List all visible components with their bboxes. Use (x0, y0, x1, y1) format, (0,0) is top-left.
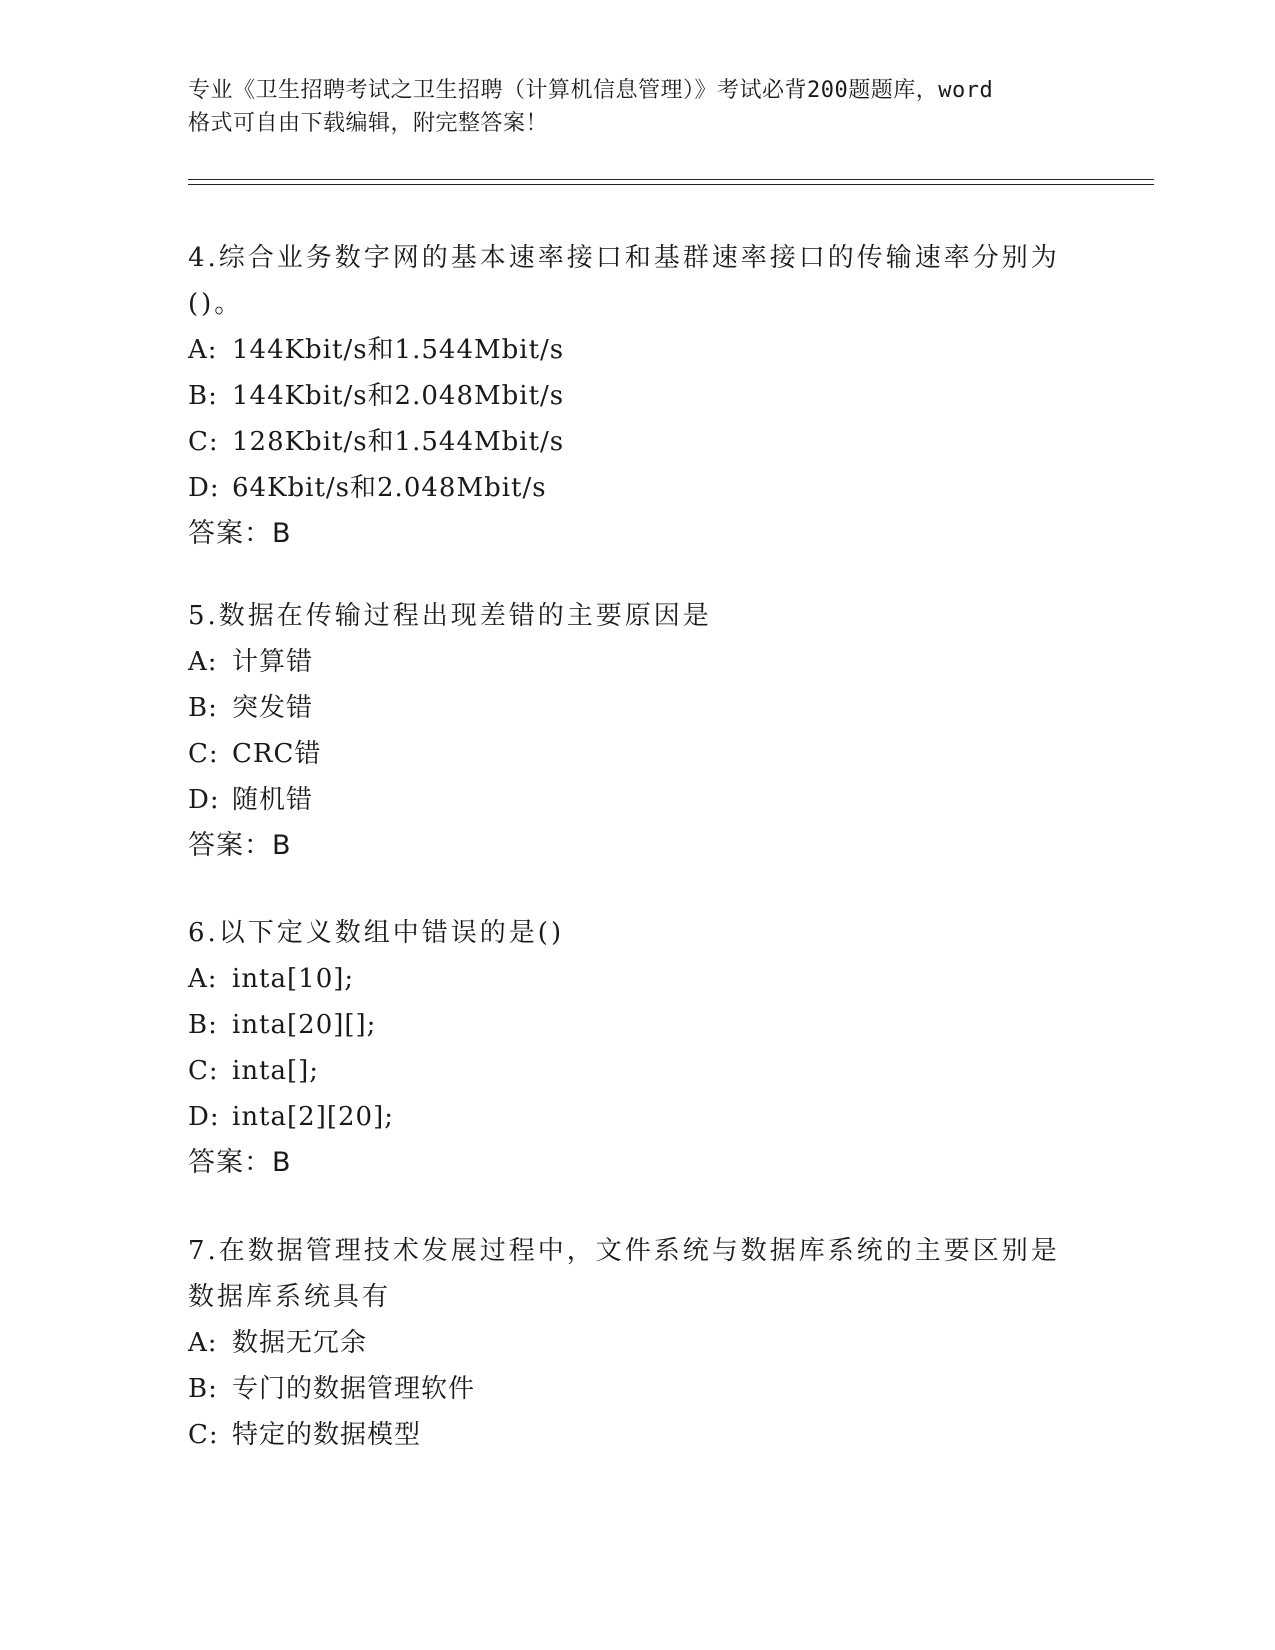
option-letter: C: (188, 1056, 219, 1086)
question-6 (188, 910, 1088, 1186)
header-divider-bottom (188, 184, 1154, 185)
option-letter: B: (188, 381, 218, 411)
option-b (188, 1366, 1088, 1412)
option-letter: D: (188, 1102, 220, 1132)
option-letter: C: (188, 427, 219, 457)
question-title-continued: ()。 (188, 289, 244, 319)
question-title: 6.以下定义数组中错误的是() (188, 918, 565, 948)
option-letter: A: (188, 335, 218, 365)
question-4 (188, 235, 1088, 557)
option-text: inta[]; (232, 1056, 320, 1086)
question-title: 7.在数据管理技术发展过程中，文件系统与数据库系统的主要区别是 (188, 1236, 1060, 1266)
option-a (188, 327, 1088, 373)
header-line-2: 格式可自由下载编辑，附完整答案！ (188, 111, 549, 136)
option-letter: A: (188, 647, 218, 677)
option-text: 特定的数据模型 (232, 1420, 422, 1450)
question-title: 4.综合业务数字网的基本速率接口和基群速率接口的传输速率分别为 (188, 243, 1060, 273)
option-text: 128Kbit/s和1.544Mbit/s (232, 427, 565, 457)
option-text: 144Kbit/s和1.544Mbit/s (232, 335, 565, 365)
answer-line: 答案：B (188, 830, 292, 861)
option-b (188, 373, 1088, 419)
option-letter: B: (188, 1374, 218, 1404)
option-text: 专门的数据管理软件 (232, 1374, 476, 1404)
option-text: 144Kbit/s和2.048Mbit/s (232, 381, 565, 411)
option-letter: C: (188, 1420, 219, 1450)
option-letter: B: (188, 693, 218, 723)
option-letter: D: (188, 785, 220, 815)
option-text: 64Kbit/s和2.048Mbit/s (232, 473, 547, 503)
option-letter: C: (188, 739, 219, 769)
option-text: inta[20][]; (232, 1010, 377, 1040)
question-7 (188, 1228, 1088, 1458)
option-a (188, 956, 1088, 1002)
option-text: 数据无冗余 (232, 1328, 368, 1358)
question-title: 5.数据在传输过程出现差错的主要原因是 (188, 601, 712, 631)
option-b (188, 1002, 1088, 1048)
option-d (188, 1094, 1088, 1140)
option-text: CRC错 (232, 739, 322, 769)
header-divider-top (188, 179, 1154, 180)
option-a (188, 639, 1088, 685)
option-text: 计算错 (232, 647, 314, 677)
option-c (188, 1048, 1088, 1094)
option-letter: A: (188, 964, 218, 994)
option-c (188, 1412, 1088, 1458)
option-c (188, 419, 1088, 465)
question-title-continued: 数据库系统具有 (188, 1282, 392, 1312)
option-d (188, 465, 1088, 511)
option-text: inta[2][20]; (232, 1102, 394, 1132)
option-text: 随机错 (232, 785, 314, 815)
option-c (188, 731, 1088, 777)
document-header (188, 74, 1088, 140)
answer-line: 答案：B (188, 1147, 292, 1178)
header-line-1: 专业《卫生招聘考试之卫生招聘（计算机信息管理）》考试必背200题题库，word (188, 78, 994, 103)
option-letter: A: (188, 1328, 218, 1358)
option-letter: D: (188, 473, 220, 503)
option-a (188, 1320, 1088, 1366)
answer-line: 答案：B (188, 518, 292, 549)
question-5 (188, 593, 1088, 869)
option-d (188, 777, 1088, 823)
option-letter: B: (188, 1010, 218, 1040)
option-text: 突发错 (232, 693, 314, 723)
option-b (188, 685, 1088, 731)
option-text: inta[10]; (232, 964, 355, 994)
